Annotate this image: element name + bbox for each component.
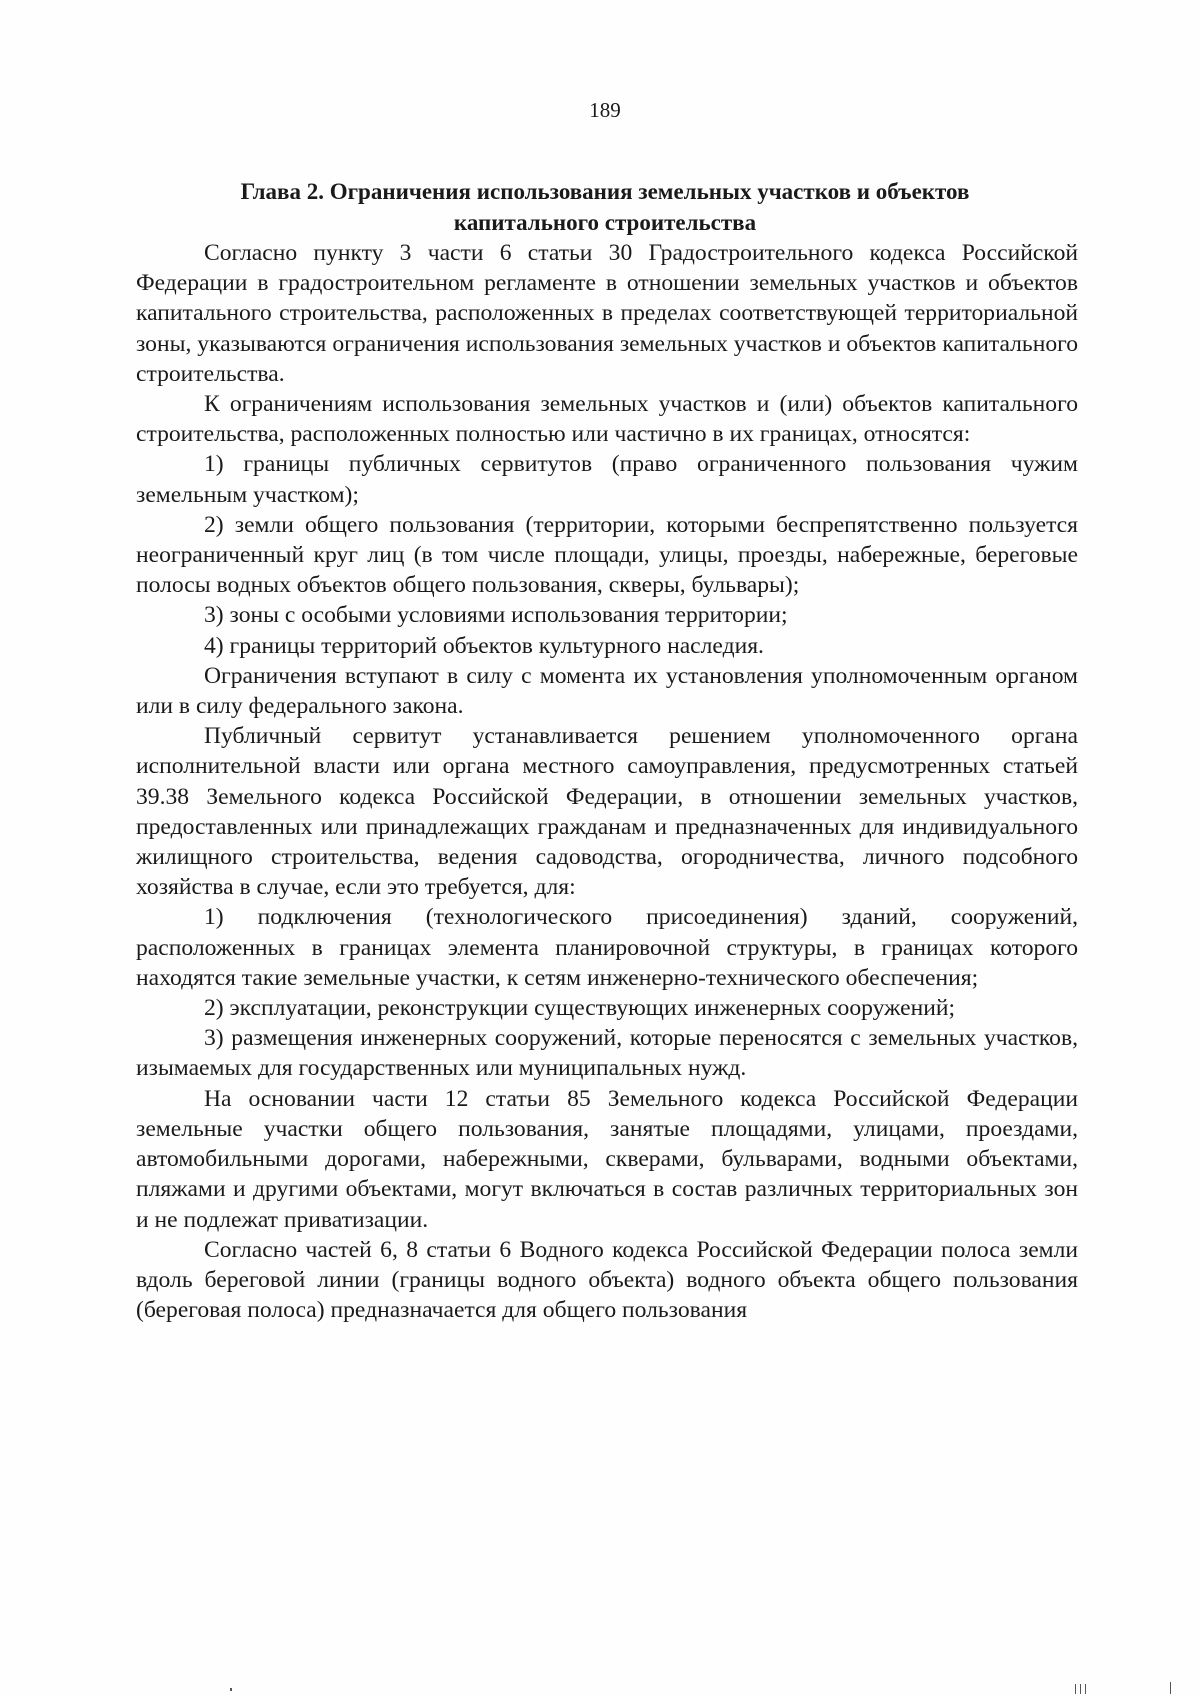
paragraph: Согласно частей 6, 8 статьи 6 Водного кодекса Российской Федерации полоса земли вдоль береговой линии (границы водного объекта) водного объекта общего пользования (береговая полоса) предназначается для общего пользования: [136, 1236, 1078, 1324]
paragraph: Согласно пункту 3 части 6 статьи 30 Градостроительного кодекса Российской Федерации в градостроительном регламенте в отношении земельных участков и объектов капитального строительства, расположенных в пределах соответствующей территориальной зоны, указываются ограничения использования земельных участков и объектов капитального строительства.: [136, 240, 1078, 387]
page-number: 189: [589, 98, 621, 122]
scan-artifact: [1085, 1684, 1086, 1694]
scan-artifact: [1170, 1682, 1171, 1694]
list-item: 1) подключения (технологического присоединения) зданий, сооружений, расположенных в границах элемента планировочной структуры, в границах которого находятся такие земельные участки, к сетям инженерно-технического обеспечения;: [136, 904, 1078, 991]
list-item: 1) границы публичных сервитутов (право ограниченного пользования чужим земельным участком);: [136, 451, 1078, 508]
scan-artifact: [1080, 1684, 1081, 1694]
list-item: 3) размещения инженерных сооружений, которые переносятся с земельных участков, изымаемых для государственных или муниципальных нужд.: [136, 1025, 1078, 1082]
chapter-title-line-1: Глава 2. Ограничения использования земельных участков и объектов: [240, 179, 970, 204]
paragraph: Публичный сервитут устанавливается решением уполномоченного органа исполнительной власти или органа местного самоуправления, предусмотренных статьей 39.38 Земельного кодекса Российской Федерации, в отношении земельных участков, предоставленных или принадлежащих гражданам и предназначенных для индивидуального жилищного строительства, ведения садоводства, огородничества, личного подсобного хозяйства в случае, если это требуется, для:: [136, 723, 1078, 901]
list-item: 4) границы территорий объектов культурного наследия.: [204, 632, 764, 659]
paragraph: На основании части 12 статьи 85 Земельного кодекса Российской Федерации земельные участки общего пользования, занятые площадями, улицами, проездами, автомобильными дорогами, набережными, скверами, бульварами, водными объектами, пляжами и другими объектами, могут включаться в состав различных территориальных зон и не подлежат приватизации.: [136, 1085, 1078, 1233]
list-item: 3) зоны с особыми условиями использования территории;: [204, 602, 788, 629]
list-item: 2) эксплуатации, реконструкции существующих инженерных сооружений;: [204, 995, 956, 1022]
chapter-title-line-2: капитального строительства: [453, 210, 757, 235]
scan-artifact: [1075, 1684, 1076, 1694]
chapter-title: [160, 176, 1050, 238]
scan-artifact: [230, 1688, 232, 1691]
paragraph: Ограничения вступают в силу с момента их установления уполномоченным органом или в силу федерального закона.: [136, 662, 1078, 720]
body-text: [136, 238, 1078, 1325]
paragraph: К ограничениям использования земельных участков и (или) объектов капитального строительства, расположенных полностью или частично в их границах, относятся:: [136, 391, 1078, 448]
list-item: 2) земли общего пользования (территории, которыми беспрепятственно пользуется неограниченный круг лиц (в том числе площади, улицы, проезды, набережные, береговые полосы водных объектов общего пользования, скверы, бульвары);: [136, 511, 1078, 599]
